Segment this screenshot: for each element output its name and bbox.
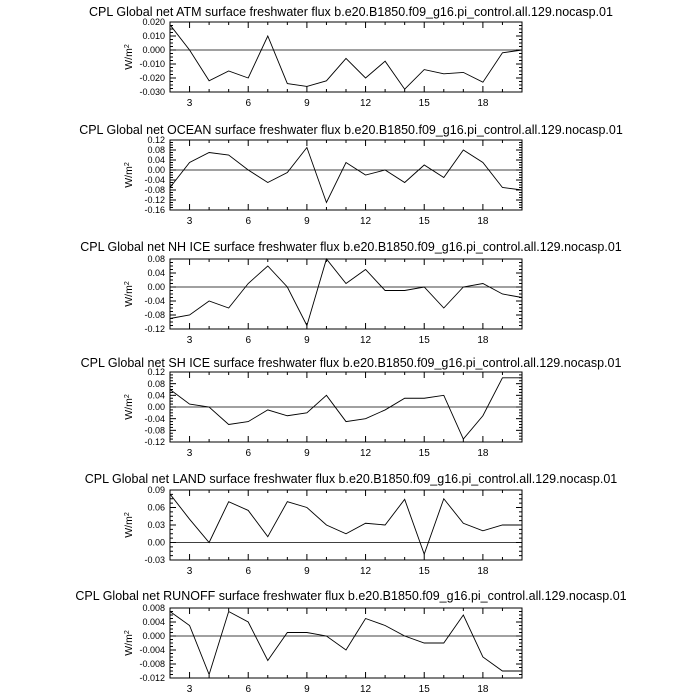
y-tick-label: 0.06: [147, 502, 165, 513]
y-tick-label: 0.00: [147, 537, 165, 548]
y-tick-label: 0.000: [142, 45, 165, 56]
x-tick-label: 12: [359, 98, 372, 109]
chart-title: CPL Global net SH ICE surface freshwater flux b.e20.B1850.f09_g16.pi_control.all.129.nocasp.01: [80, 356, 622, 370]
x-tick-label: 9: [304, 684, 310, 695]
x-tick-label: 6: [245, 335, 252, 346]
y-tick-label: 0.004: [142, 617, 165, 628]
x-tick-label: 18: [477, 566, 489, 577]
x-tick-label: 12: [359, 448, 372, 459]
y-tick-label: -0.020: [139, 73, 165, 84]
y-tick-label: -0.12: [144, 437, 165, 448]
x-tick-label: 12: [359, 684, 372, 695]
y-axis-label-text: W/m: [123, 516, 135, 538]
y-tick-label: 0.03: [147, 520, 165, 531]
x-tick-label: 18: [477, 216, 489, 227]
y-tick-label: 0.00: [147, 282, 165, 293]
y-tick-label: -0.010: [139, 59, 165, 70]
y-tick-label: -0.008: [139, 659, 165, 670]
y-tick-label: 0.08: [147, 254, 165, 265]
chart-title: CPL Global net ATM surface freshwater flux b.e20.B1850.f09_g16.pi_control.all.129.nocasp.01: [89, 5, 613, 19]
y-tick-label: 0.04: [147, 155, 165, 166]
y-axis-label-text: W/m: [123, 48, 135, 70]
x-tick-label: 15: [418, 448, 430, 459]
y-tick-label: 0.09: [147, 485, 165, 496]
x-tick-label: 15: [418, 566, 430, 577]
y-tick-label: 0.00: [147, 402, 165, 413]
x-tick-label: 15: [418, 216, 430, 227]
y-axis-label-sup: 2: [123, 630, 131, 635]
y-axis-label-sup: 2: [123, 281, 131, 286]
x-tick-label: 3: [186, 335, 193, 346]
chart-title: CPL Global net LAND surface freshwater flux b.e20.B1850.f09_g16.pi_control.all.129.nocasp.01: [84, 472, 618, 486]
y-axis-label-text: W/m: [123, 398, 135, 420]
x-tick-label: 18: [477, 684, 489, 695]
x-tick-label: 18: [477, 335, 489, 346]
y-axis-label-text: W/m: [123, 634, 135, 656]
x-tick-label: 9: [304, 216, 310, 227]
y-tick-label: -0.04: [144, 413, 165, 424]
y-tick-labels: [144, 367, 165, 447]
chart-title: CPL Global net RUNOFF surface freshwater flux b.e20.B1850.f09_g16.pi_control.all.129.nocasp.01: [75, 589, 627, 603]
x-tick-label: 6: [245, 566, 252, 577]
y-tick-label: -0.04: [144, 175, 165, 186]
y-tick-label: -0.08: [144, 425, 165, 436]
x-tick-label: 12: [359, 335, 372, 346]
y-tick-label: 0.008: [142, 603, 165, 614]
y-axis-label-sup: 2: [123, 44, 131, 49]
y-tick-label: -0.030: [139, 87, 165, 98]
y-tick-label: -0.08: [144, 185, 165, 196]
y-tick-label: 0.020: [142, 17, 165, 28]
y-axis-label-text: W/m: [123, 285, 135, 307]
x-tick-label: 18: [477, 98, 489, 109]
y-axis-label-sup: 2: [123, 512, 131, 517]
x-tick-label: 6: [245, 448, 252, 459]
y-tick-label: -0.12: [144, 195, 165, 206]
y-axis-label-sup: 2: [123, 162, 131, 167]
x-tick-label: 6: [245, 684, 252, 695]
x-tick-label: 9: [304, 448, 310, 459]
y-tick-label: -0.12: [144, 324, 165, 335]
y-tick-label: -0.08: [144, 310, 165, 321]
y-tick-label: 0.12: [147, 367, 165, 378]
y-tick-label: 0.04: [147, 268, 165, 279]
y-tick-label: 0.000: [142, 631, 165, 642]
y-tick-label: -0.16: [144, 205, 165, 216]
y-tick-label: -0.03: [144, 555, 165, 566]
x-tick-label: 3: [186, 684, 193, 695]
y-tick-labels: [144, 135, 165, 215]
x-tick-label: 9: [304, 98, 310, 109]
x-tick-label: 15: [418, 335, 430, 346]
y-tick-label: 0.12: [147, 135, 165, 146]
y-axis-label-text: W/m: [123, 166, 135, 188]
x-tick-label: 9: [304, 566, 310, 577]
y-tick-label: 0.08: [147, 378, 165, 389]
x-tick-label: 12: [359, 216, 372, 227]
y-axis-label-sup: 2: [123, 394, 131, 399]
x-tick-label: 3: [186, 448, 193, 459]
chart-title: CPL Global net OCEAN surface freshwater flux b.e20.B1850.f09_g16.pi_control.all.129.nocasp.01: [79, 123, 623, 137]
y-tick-label: 0.08: [147, 145, 165, 156]
y-tick-label: 0.00: [147, 165, 165, 176]
y-tick-label: -0.012: [139, 673, 165, 684]
x-tick-label: 3: [186, 566, 193, 577]
x-tick-label: 15: [418, 98, 430, 109]
x-tick-label: 3: [186, 216, 193, 227]
x-tick-label: 6: [245, 216, 252, 227]
x-tick-label: 15: [418, 684, 430, 695]
x-tick-label: 12: [359, 566, 372, 577]
x-tick-label: 6: [245, 98, 252, 109]
y-tick-label: -0.004: [139, 645, 165, 656]
x-tick-label: 9: [304, 335, 310, 346]
x-tick-label: 3: [186, 98, 193, 109]
y-tick-label: 0.04: [147, 390, 165, 401]
y-tick-label: 0.010: [142, 31, 165, 42]
y-tick-label: -0.04: [144, 296, 165, 307]
chart-title: CPL Global net NH ICE surface freshwater flux b.e20.B1850.f09_g16.pi_control.all.129.nocasp.01: [80, 240, 622, 254]
x-tick-label: 18: [477, 448, 489, 459]
